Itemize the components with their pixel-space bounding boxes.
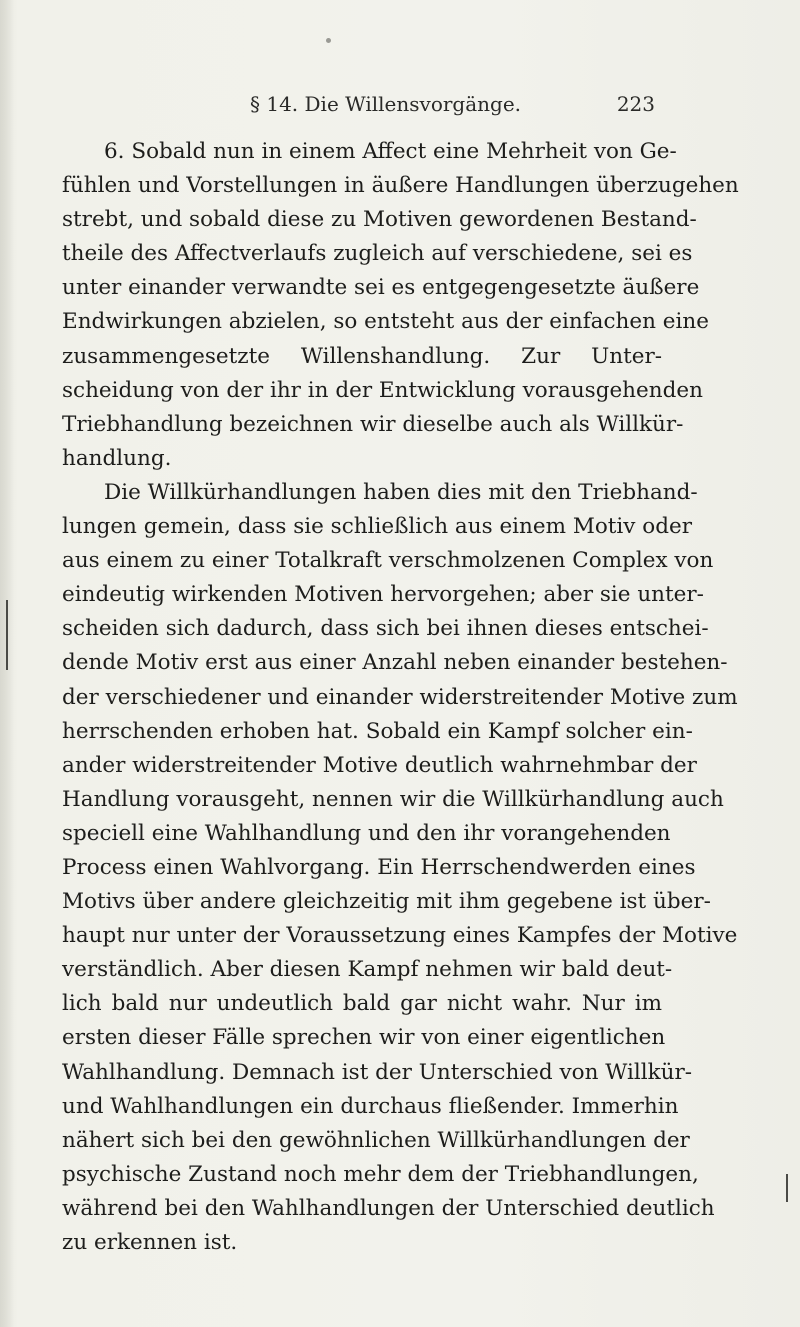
text-line: und Wahlhandlungen ein durchaus fließender. Immerhin	[62, 1093, 679, 1119]
text-line: strebt, und sobald diese zu Motiven gewordenen Bestand-	[62, 207, 697, 233]
text-line: verständlich. Aber diesen Kampf nehmen wir bald deut-	[62, 957, 673, 983]
text-line: scheiden sich dadurch, dass sich bei ihnen dieses entschei-	[62, 616, 709, 642]
body-text	[62, 135, 739, 1260]
text-line: während bei den Wahlhandlungen der Unterschied deutlich	[62, 1195, 715, 1221]
paragraph-1	[62, 135, 739, 476]
text-line: unter einander verwandte sei es entgegengesetzte äußere	[62, 275, 700, 301]
text-line: herrschenden erhoben hat. Sobald ein Kampf solcher ein-	[62, 718, 693, 744]
text-line: zu erkennen ist.	[62, 1230, 238, 1255]
text-line: Triebhandlung bezeichnen wir dieselbe auch als Willkür-	[62, 411, 684, 437]
text-line: der verschiedener und einander widerstreitender Motive zum	[62, 684, 738, 710]
text-line: Motivs über andere gleichzeitig mit ihm gegebene ist über-	[62, 889, 711, 915]
text-line: haupt nur unter der Voraussetzung eines Kampfes der Motive	[62, 923, 738, 949]
text-line: Wahlhandlung. Demnach ist der Unterschied von Willkür-	[62, 1059, 693, 1085]
text-line: lungen gemein, dass sie schließlich aus einem Motiv oder	[62, 514, 692, 540]
page-number: 223	[616, 92, 655, 116]
text-line: aus einem zu einer Totalkraft verschmolzenen Complex von	[62, 548, 714, 574]
margin-mark	[786, 1174, 788, 1202]
text-line: eindeutig wirkenden Motiven hervorgehen; aber sie unter-	[62, 582, 704, 608]
text-line: Handlung vorausgeht, nennen wir die Willkürhandlung auch	[62, 786, 724, 812]
margin-mark	[6, 600, 8, 670]
text-line: 6. Sobald nun in einem Affect eine Mehrheit von Ge-	[104, 139, 677, 164]
text-line: theile des Affectverlaufs zugleich auf verschiedene, sei es	[62, 241, 693, 267]
paragraph-2	[62, 476, 738, 1260]
text-line: handlung.	[62, 445, 172, 471]
text-line: fühlen und Vorstellungen in äußere Handlungen überzugehen	[62, 173, 739, 199]
text-line: Endwirkungen abzielen, so entsteht aus der einfachen eine	[62, 309, 709, 335]
running-header	[250, 92, 655, 122]
text-line: Die Willkürhandlungen haben dies mit den Triebhand-	[104, 479, 698, 505]
text-line: psychische Zustand noch mehr dem der Triebhandlungen,	[62, 1161, 699, 1187]
section-title: § 14. Die Willensvorgänge.	[250, 92, 522, 116]
text-line: dende Motiv erst aus einer Anzahl neben einander bestehen-	[62, 650, 728, 676]
text-line: nähert sich bei den gewöhnlichen Willkürhandlungen der	[62, 1127, 690, 1153]
text-line: zusammengesetzte Willenshandlung. Zur Unter-	[62, 343, 662, 369]
text-line: ander widerstreitender Motive deutlich wahrnehmbar der	[62, 752, 697, 778]
text-line: ersten dieser Fälle sprechen wir von einer eigentlichen	[62, 1025, 666, 1051]
text-line: Process einen Wahlvorgang. Ein Herrschendwerden eines	[62, 854, 696, 880]
text-line: lich bald nur undeutlich bald gar nicht wahr. Nur im	[62, 991, 662, 1017]
paper-speck	[326, 38, 331, 43]
text-line: scheidung von der ihr in der Entwicklung vorausgehenden	[62, 377, 703, 403]
text-line: speciell eine Wahlhandlung und den ihr vorangehenden	[62, 820, 671, 846]
